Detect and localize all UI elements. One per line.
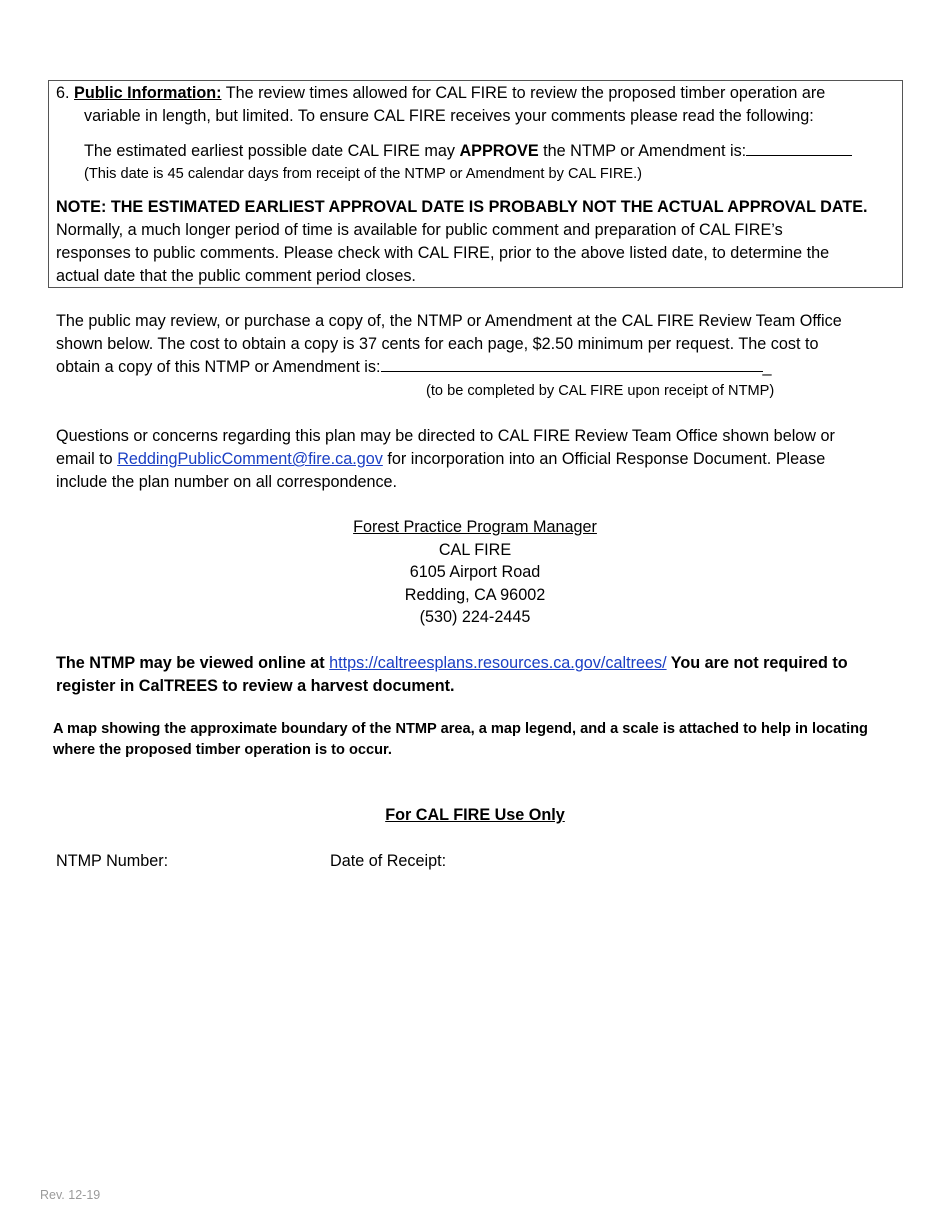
date-of-receipt-label: Date of Receipt: <box>330 852 447 870</box>
use-only-heading: For CAL FIRE Use Only <box>385 806 565 824</box>
map-note-line-2: where the proposed timber operation is to occur. <box>53 742 392 758</box>
online-line-1 <box>56 652 848 675</box>
note-line-3: responses to public comments. Please check with CAL FIRE, prior to the above listed date, to determine the <box>56 244 830 262</box>
questions-line-2 <box>56 448 825 471</box>
online-line-2: register in CalTREES to review a harvest document. <box>56 677 455 695</box>
approve-pre-text: The estimated earliest possible date CAL FIRE may <box>84 142 455 160</box>
copy-cost-blank[interactable] <box>381 357 763 372</box>
revision-footer: Rev. 12-19 <box>40 1188 101 1202</box>
caltrees-link[interactable]: https://caltreesplans.resources.ca.gov/caltrees/ <box>329 654 667 672</box>
address-block <box>0 516 950 629</box>
ntmp-number-label: NTMP Number: <box>56 852 169 870</box>
copy-info-line-3 <box>56 356 772 379</box>
section-heading: Public Information: <box>74 84 222 102</box>
address-org: CAL FIRE <box>438 540 512 559</box>
address-street: 6105 Airport Road <box>409 563 541 582</box>
map-note-line-1: A map showing the approximate boundary of the NTMP area, a map legend, and a scale is attached to help in locating <box>53 721 868 737</box>
email-pre-text: email to <box>56 450 113 468</box>
online-pre-text: The NTMP may be viewed online at <box>56 654 325 672</box>
questions-line-3: include the plan number on all correspondence. <box>56 473 398 491</box>
public-comment-email-link[interactable]: ReddingPublicComment@fire.ca.gov <box>117 450 383 468</box>
approve-post-text: the NTMP or Amendment is: <box>543 142 747 160</box>
address-phone: (530) 224-2445 <box>419 608 531 627</box>
address-title: Forest Practice Program Manager <box>353 518 597 536</box>
section-number: 6. <box>56 84 70 102</box>
email-post-text: for incorporation into an Official Response Document. Please <box>387 450 826 468</box>
note-line-2: Normally, a much longer period of time is available for public comment and preparation of CAL FIRE’s <box>56 221 783 239</box>
copy-info-line-1: The public may review, or purchase a copy of, the NTMP or Amendment at the CAL FIRE Review Team Office <box>56 312 842 330</box>
date-note: (This date is 45 calendar days from receipt of the NTMP or Amendment by CAL FIRE.) <box>84 166 643 182</box>
use-only-heading-wrap <box>0 804 950 827</box>
copy-cost-tail: _ <box>762 358 772 376</box>
address-city: Redding, CA 96002 <box>404 585 546 604</box>
section-intro-2: variable in length, but limited. To ensure CAL FIRE receives your comments please read the following: <box>84 107 814 125</box>
questions-line-1: Questions or concerns regarding this plan may be directed to CAL FIRE Review Team Office shown below or <box>56 427 835 445</box>
approve-date-blank[interactable] <box>746 141 852 156</box>
section-intro-1: The review times allowed for CAL FIRE to review the proposed timber operation are <box>225 84 826 102</box>
note-bold: NOTE: THE ESTIMATED EARLIEST APPROVAL DATE IS PROBABLY NOT THE ACTUAL APPROVAL DATE. <box>56 198 868 216</box>
section6-heading-line <box>56 82 825 105</box>
online-post-text: You are not required to <box>670 654 848 672</box>
note-line-4: actual date that the public comment period closes. <box>56 267 416 285</box>
copy-info-line-2: shown below. The cost to obtain a copy is 37 cents for each page, $2.50 minimum per request. The cost to <box>56 335 819 353</box>
copy-cost-label: obtain a copy of this NTMP or Amendment is: <box>56 358 381 376</box>
completion-note: (to be completed by CAL FIRE upon receipt of NTMP) <box>426 383 775 399</box>
approve-bold-text: APPROVE <box>459 142 539 160</box>
approve-date-line <box>84 140 852 163</box>
